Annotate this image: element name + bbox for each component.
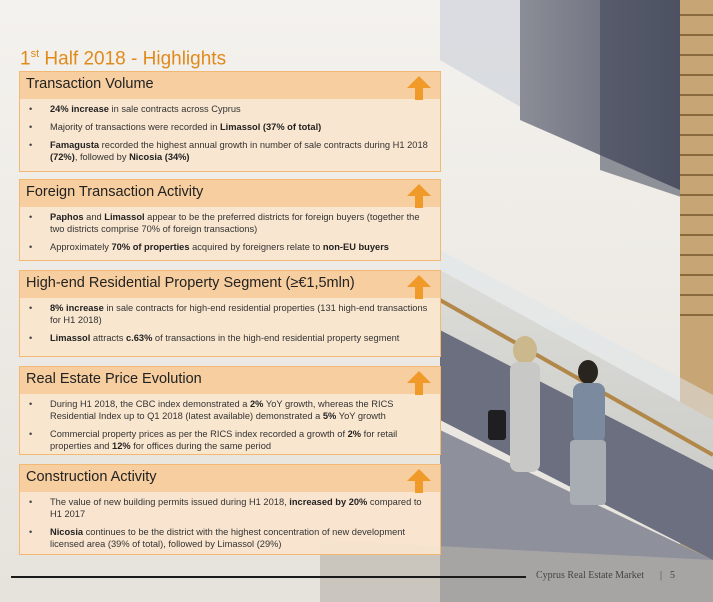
card-header: [20, 465, 440, 492]
bullet-list: [20, 99, 440, 163]
bold-run: 5%: [322, 411, 337, 421]
text-run: in sale contracts for high-end residential properties (131 high-end transactions for H1 2018): [50, 303, 428, 325]
text-run: Majority of transactions were recorded in: [50, 122, 220, 132]
text-run: The value of new building permits issued during H1 2018,: [50, 497, 290, 507]
card-header: [20, 271, 440, 298]
text-run: compared to H1 2017: [50, 497, 422, 519]
footer-rule: [11, 576, 526, 578]
text-run: recorded the highest annual growth in number of sale contracts during H1 2018: [99, 140, 428, 150]
card-header: [20, 180, 440, 207]
construction-activity-card: [19, 464, 441, 555]
text-run: Commercial property prices as per the RICS index recorded a growth of: [50, 429, 348, 439]
text-run: and: [83, 212, 105, 222]
price-evolution-card: [19, 366, 441, 455]
card-title: High-end Residential Property Segment (≥€1,5mln): [26, 275, 355, 291]
foreign-transaction-card: [19, 179, 441, 261]
bullet-item: [28, 428, 432, 452]
page-number: 5: [670, 570, 675, 581]
bold-run: c.63%: [125, 333, 153, 343]
text-run: of transactions in the high-end residential property segment: [152, 333, 400, 343]
card-title: Construction Activity: [26, 469, 157, 485]
bold-run: 24% increase: [50, 104, 109, 114]
high-end-segment-card: [19, 270, 441, 357]
text-run: in sale contracts across Cyprus: [108, 104, 241, 114]
text-run: for retail properties and: [50, 429, 398, 451]
text-run: YoY growth, whereas the RICS Residential Index up to Q1 2018 (latest available) demonstrated a: [50, 399, 394, 421]
bold-run: Limassol (37% of total): [220, 122, 322, 132]
text-run: , followed by: [74, 152, 130, 162]
bullet-item: [28, 526, 432, 550]
card-title: Foreign Transaction Activity: [26, 184, 204, 200]
text-run: acquired by foreigners relate to: [189, 242, 323, 252]
bullet-list: [20, 394, 440, 452]
bold-run: non-EU buyers: [322, 242, 389, 252]
card-title: Real Estate Price Evolution: [26, 371, 202, 387]
bold-run: Limassol: [50, 333, 91, 343]
footer-separator: |: [660, 570, 663, 581]
bold-run: Famagusta: [50, 140, 100, 150]
page-title: 1st Half 2018 - Highlights: [20, 48, 227, 70]
card-header: [20, 367, 440, 394]
bold-run: 70% of properties: [111, 242, 190, 252]
bullet-list: [20, 207, 440, 253]
bullet-list: [20, 492, 440, 550]
bold-run: 8% increase: [50, 303, 104, 313]
bullet-item: [28, 121, 432, 133]
transaction-volume-card: [19, 71, 441, 172]
bullet-item: [28, 139, 432, 163]
up-arrow-icon: [406, 274, 432, 300]
text-run: During H1 2018, the CBC index demonstrated a: [50, 399, 250, 409]
card-header: [20, 72, 440, 99]
bullet-list: [20, 298, 440, 344]
bold-run: 2%: [347, 429, 362, 439]
up-arrow-icon: [406, 75, 432, 101]
up-arrow-icon: [406, 370, 432, 396]
text-run: Approximately: [50, 242, 112, 252]
bullet-item: [28, 211, 432, 235]
text-run: attracts: [90, 333, 126, 343]
bullet-item: [28, 302, 432, 326]
bullet-item: [28, 332, 432, 344]
bullet-item: [28, 103, 432, 115]
up-arrow-icon: [406, 183, 432, 209]
bold-run: Nicosia: [50, 527, 84, 537]
bold-run: Nicosia (34%): [129, 152, 190, 162]
bullet-item: [28, 496, 432, 520]
bold-run: Limassol: [104, 212, 145, 222]
bullet-item: [28, 241, 432, 253]
bullet-item: [28, 398, 432, 422]
text-run: appear to be the preferred districts for foreign buyers (together the two districts comprise 70% of foreign transactions): [50, 212, 420, 234]
text-run: continues to be the district with the highest concentration of new development licensed area (39% of total), followed by Limassol (29%): [50, 527, 406, 549]
bold-run: increased by 20%: [289, 497, 368, 507]
up-arrow-icon: [406, 468, 432, 494]
bold-run: 2%: [250, 399, 264, 409]
card-title: Transaction Volume: [26, 76, 154, 92]
footer-label: Cyprus Real Estate Market: [536, 570, 645, 581]
bold-run: (72%): [50, 152, 75, 162]
bold-run: 12%: [112, 441, 131, 451]
bold-run: Paphos: [50, 212, 84, 222]
text-run: YoY growth: [336, 411, 386, 421]
text-run: for offices during the same period: [130, 441, 272, 451]
